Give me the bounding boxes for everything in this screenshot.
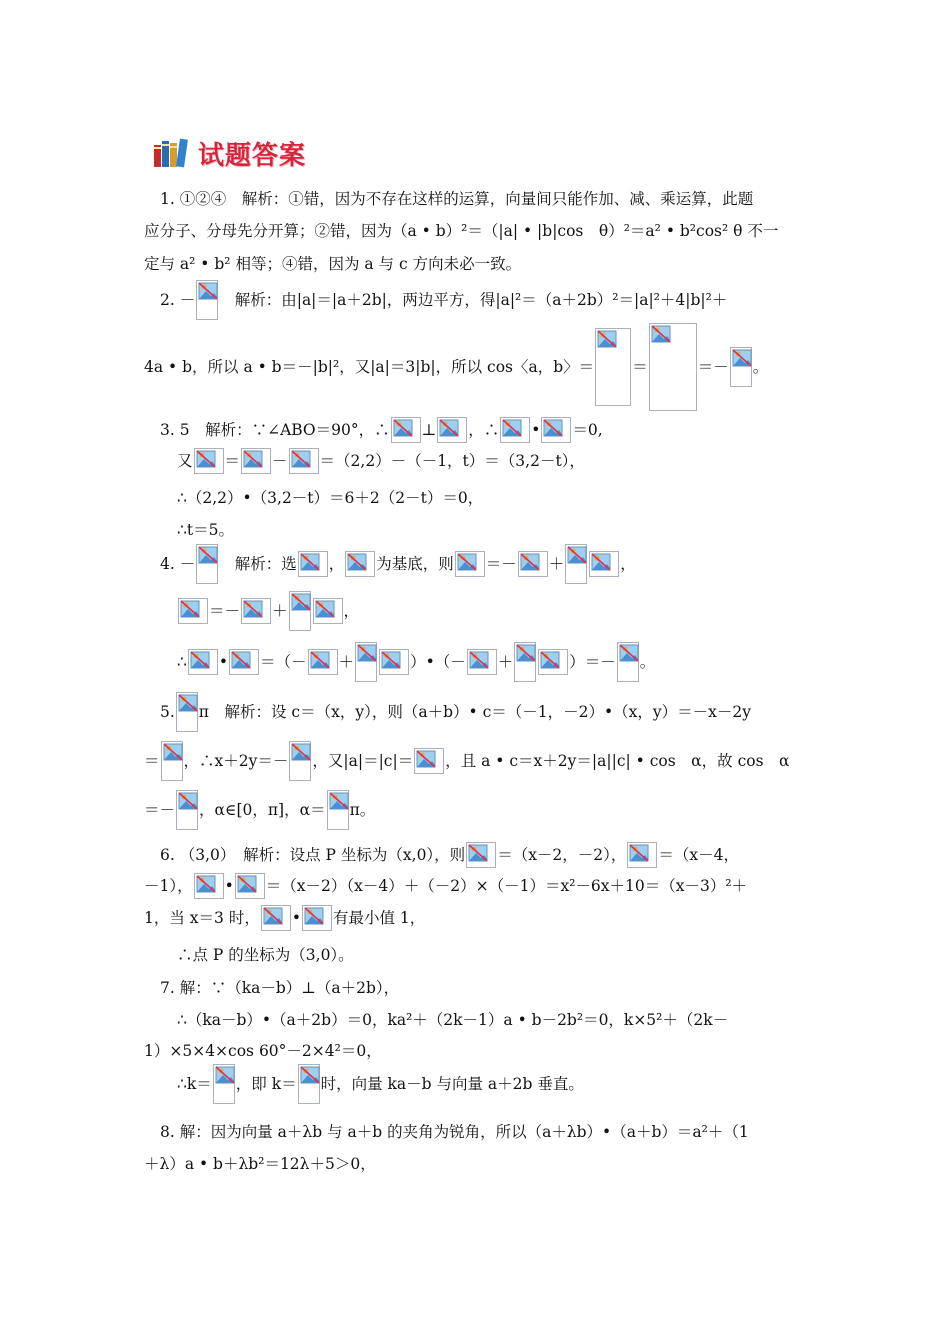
broken-image-icon (543, 419, 563, 437)
broken-image-icon (540, 651, 560, 669)
vector-image (313, 598, 343, 624)
text: 有最小值 1， (332, 909, 426, 927)
books-icon (152, 137, 192, 169)
broken-image-icon (190, 651, 210, 669)
broken-image-icon (516, 644, 536, 662)
text: ， (620, 555, 636, 573)
broken-image-icon (329, 792, 349, 810)
text: ＝－ (144, 801, 176, 819)
formula-image (617, 642, 639, 682)
broken-image-icon (416, 750, 436, 768)
vector-image (261, 905, 291, 931)
broken-image-icon (215, 1066, 235, 1084)
broken-image-icon (357, 644, 377, 662)
broken-image-icon (300, 1066, 320, 1084)
broken-image-icon (231, 651, 251, 669)
answer-4-line-1 (160, 541, 636, 587)
text: 为基底，则 (376, 555, 454, 573)
vector-image (178, 598, 208, 624)
broken-image-icon (291, 593, 311, 611)
text: π 解析：设 c＝（x，y），则（a＋b）• c＝（－1，－2）•（x，y）＝－x－2y (198, 703, 751, 721)
answer-3-line-2 (177, 447, 585, 475)
text: 2. － (160, 291, 196, 309)
text: ＝ (144, 752, 160, 770)
answer-7-line-2: ∴（ka－b）•（a＋2b）＝0，ka²＋（2k－1）a • b－2b²＝0，k×5²＋（2k－ (177, 1011, 729, 1029)
broken-image-icon (502, 419, 522, 437)
answer-1-line-1: 1. ①②④ 解析：①错，因为不存在这样的运算，向量间只能作加、减、乘运算，此题 (160, 190, 754, 208)
text: ＋ (497, 653, 514, 671)
formula-image (514, 642, 536, 682)
section-title: 试题答案 (198, 140, 307, 171)
broken-image-icon (457, 553, 477, 571)
broken-image-icon (198, 282, 218, 300)
text: 5. (160, 703, 175, 721)
vector-image (466, 842, 496, 868)
broken-image-icon (243, 450, 263, 468)
broken-image-icon (178, 792, 198, 810)
formula-image (289, 591, 311, 631)
vector-image (241, 448, 271, 474)
text: ，且 a • c＝x＋2y＝|a||c| • cos α，故 cos α (445, 752, 790, 770)
answer-3-line-3: ∴（2,2）•（3,2－t）＝6＋2（2－t）＝0， (177, 489, 484, 507)
vector-image (467, 649, 497, 675)
text: 4a • b，所以 a • b＝－|b|²，又|a|＝3|b|，所以 cos〈a，b〉＝ (144, 358, 595, 376)
broken-image-icon (291, 450, 311, 468)
formula-image (176, 790, 198, 830)
vector-image (538, 649, 568, 675)
broken-image-icon (163, 743, 183, 761)
vector-image (302, 905, 332, 931)
text: － (272, 452, 288, 470)
broken-image-icon (591, 553, 611, 571)
text: ＋ (272, 602, 288, 620)
vector-image (194, 448, 224, 474)
answer-6-line-1 (160, 841, 739, 869)
formula-image (196, 544, 218, 584)
answer-8-line-2: ＋λ）a • b＋λb²＝12λ＋5＞0， (144, 1155, 376, 1173)
formula-image (595, 328, 631, 406)
formula-image (213, 1064, 235, 1104)
text: 4. － (160, 555, 196, 573)
formula-image (355, 642, 377, 682)
answer-4-line-3 (177, 637, 655, 687)
text: ）＝－ (569, 653, 616, 671)
answer-6-line-2 (144, 872, 747, 900)
text: π。 (349, 801, 376, 819)
vector-image (308, 649, 338, 675)
broken-image-icon (304, 907, 324, 925)
text: 时，向量 ka－b 与向量 a＋2b 垂直。 (320, 1075, 584, 1093)
answer-3-line-1 (160, 416, 603, 444)
broken-image-icon (243, 600, 263, 618)
broken-image-icon (619, 644, 639, 662)
text: 1，当 x＝3 时， (144, 909, 260, 927)
formula-image (289, 741, 311, 781)
broken-image-icon (310, 651, 330, 669)
answer-5-line-2 (144, 738, 790, 784)
formula-image (327, 790, 349, 830)
vector-image (188, 649, 218, 675)
answer-4-line-2 (177, 589, 359, 633)
vector-image (627, 842, 657, 868)
broken-image-icon (393, 419, 413, 437)
answer-8-line-1: 8. 解：因为向量 a＋λb 与 a＋b 的夹角为锐角，所以（a＋λb）•（a＋b）＝a²＋（1 (160, 1123, 749, 1141)
text: • (291, 909, 301, 927)
section-header (152, 135, 306, 171)
text: 解析：由|a|＝|a＋2b|，两边平方，得|a|²＝（a＋2b）²＝|a|²＋4|b|²＋ (219, 291, 728, 309)
text: ＝ (224, 452, 241, 470)
text: ＝－ (485, 555, 517, 573)
formula-image (196, 280, 218, 320)
vector-image (437, 417, 467, 443)
vector-image (241, 598, 271, 624)
text: 。 (752, 358, 769, 376)
text: 3. 5 解析：∵∠ABO＝90°，∴ (160, 421, 390, 439)
answer-5-line-3 (144, 786, 375, 834)
text: ＝－ (209, 602, 241, 620)
answer-2-line-1 (160, 278, 727, 322)
text: ＝（2,2）－（－1，t）＝（3,2－t）， (319, 452, 585, 470)
text: • (224, 877, 234, 895)
broken-image-icon (469, 651, 489, 669)
answer-2-line-2 (144, 322, 768, 412)
vector-image (345, 551, 375, 577)
broken-image-icon (732, 349, 752, 367)
broken-image-icon (347, 553, 367, 571)
text: ∴ (177, 653, 187, 671)
answer-6-line-3 (144, 904, 425, 932)
broken-image-icon (291, 743, 311, 761)
answer-1-line-3: 定与 a² • b² 相等；④错，因为 a 与 c 方向未必一致。 (144, 255, 522, 273)
broken-image-icon (237, 875, 257, 893)
text: ）•（－ (410, 653, 466, 671)
broken-image-icon (263, 907, 283, 925)
text: 。 (639, 653, 656, 671)
vector-image (379, 649, 409, 675)
answer-7-line-3: 1）×5×4×cos 60°－2×4²＝0， (144, 1042, 382, 1060)
text: • (218, 653, 229, 671)
broken-image-icon (198, 546, 218, 564)
text: ， (343, 602, 360, 620)
text: ＝（x－2）（x－4）＋（－2）×（－1）＝x²－6x＋10＝（x－3）²＋ (265, 877, 748, 895)
text: ，α∈[0，π]，α＝ (199, 801, 326, 819)
text: ，又|a|＝|c|＝ (312, 752, 414, 770)
text: 6. （3,0） 解析：设点 P 坐标为（x,0），则 (160, 846, 466, 864)
text: 解析：选 (219, 555, 297, 573)
broken-image-icon (300, 553, 320, 571)
vector-image (455, 551, 485, 577)
formula-image (176, 692, 198, 732)
text: ∴k＝ (177, 1075, 212, 1093)
text: ＝（x－2，－2）， (497, 846, 627, 864)
text: ＋ (548, 555, 565, 573)
broken-image-icon (629, 844, 649, 862)
formula-image (649, 323, 697, 411)
text: ，∴ (468, 421, 500, 439)
text: ，∴x＋2y＝－ (183, 752, 289, 770)
answer-6-line-4: ∴点 P 的坐标为（3,0）。 (177, 946, 354, 964)
formula-image (161, 741, 183, 781)
broken-image-icon (315, 600, 335, 618)
broken-image-icon (567, 546, 587, 564)
text: ＝（－ (260, 653, 307, 671)
text: ＝ (632, 358, 648, 376)
text: ， (328, 555, 345, 573)
broken-image-icon (381, 651, 401, 669)
answer-7-line-4 (177, 1060, 584, 1108)
broken-image-icon (520, 553, 540, 571)
vector-image (589, 551, 619, 577)
vector-image (518, 551, 548, 577)
text: 又 (177, 452, 193, 470)
answer-7-line-1: 7. 解：∵（ka－b）⊥（a＋2b）， (160, 979, 400, 997)
broken-image-icon (178, 694, 198, 712)
answer-3-line-4: ∴t＝5。 (177, 521, 234, 539)
broken-image-icon (196, 875, 216, 893)
text: ，即 k＝ (235, 1075, 297, 1093)
vector-image (194, 873, 224, 899)
vector-image (500, 417, 530, 443)
vector-image (391, 417, 421, 443)
broken-image-icon (597, 330, 617, 348)
broken-image-icon (180, 600, 200, 618)
text: ⊥ (421, 421, 437, 439)
answer-1-line-2: 应分子、分母先分开算；②错，因为（a • b）²＝（|a| • |b|cos θ）²＝a² • b²cos² θ 不一 (144, 222, 779, 240)
vector-image (289, 448, 319, 474)
answer-5-line-1 (160, 688, 751, 736)
broken-image-icon (468, 844, 488, 862)
text: • (531, 421, 541, 439)
text: ＝－ (697, 358, 729, 376)
text: ＝0, (572, 421, 603, 439)
formula-image (414, 748, 444, 774)
vector-image (298, 551, 328, 577)
broken-image-icon (651, 325, 671, 343)
broken-image-icon (196, 450, 216, 468)
text: ＋ (338, 653, 355, 671)
vector-image (235, 873, 265, 899)
formula-image (565, 544, 587, 584)
vector-image (229, 649, 259, 675)
vector-image (541, 417, 571, 443)
broken-image-icon (439, 419, 459, 437)
formula-image (298, 1064, 320, 1104)
text: －1）， (144, 877, 193, 895)
formula-image (730, 347, 752, 387)
text: ＝（x－4， (658, 846, 740, 864)
